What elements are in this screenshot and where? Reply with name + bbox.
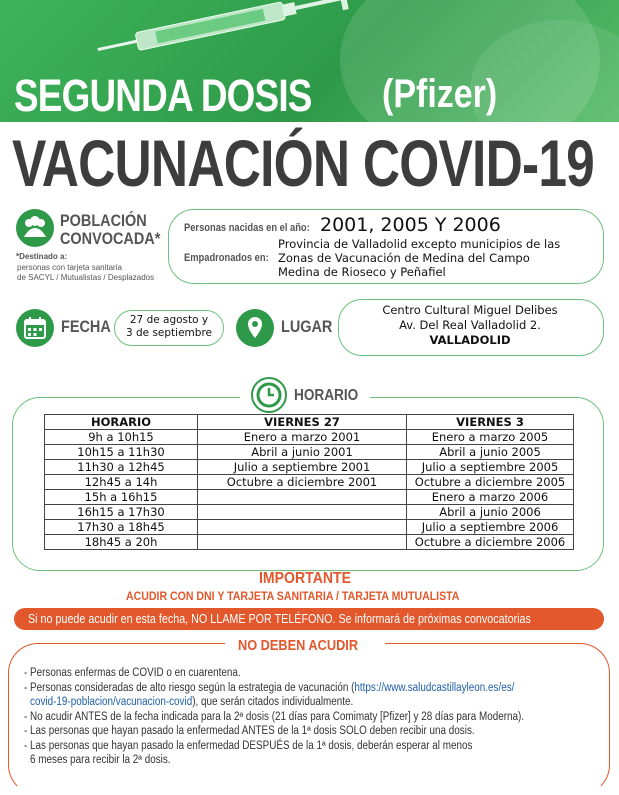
poblacion-label-line1: POBLACIÓN [60,211,147,230]
list-item: - Las personas que hayan pasado la enfermedad ANTES de la 1ª dosis SOLO deben recibir una dosis. [24,725,475,737]
cell-time: 11h30 a 12h45 [45,460,198,475]
lugar-line1: Centro Cultural Miguel Delibes [382,303,558,317]
calendar-icon [16,309,54,347]
page-title: VACUNACIÓN COVID-19 [12,126,595,200]
destinado-note: *Destinado a: [16,252,68,261]
location-pin-icon [236,309,274,347]
empadronados-line1: Provincia de Valladolid excepto municipios de las [278,237,561,251]
table-row [45,460,574,475]
cell-viernes-27: Abril a junio 2001 [198,445,407,460]
table-header-row [45,415,574,430]
col-header-viernes-27: VIERNES 27 [198,415,407,430]
table-row [45,475,574,490]
cell-viernes-3: Octubre a diciembre 2006 [407,535,574,550]
poblacion-label-line2: CONVOCADA* [60,229,161,248]
table-row [45,505,574,520]
list-item-text: ), que serán citados individualmente. [192,696,354,708]
fecha-line1: 27 de agosto y [129,314,209,326]
lugar-line2: Av. Del Real Valladolid 2. [399,318,541,332]
empadronados-line3: Medina de Rioseco y Peñafiel [278,265,446,279]
cell-time: 9h a 10h15 [45,430,198,445]
syringe-illustration [95,0,356,65]
cell-time: 10h15 a 11h30 [45,445,198,460]
warning-banner-text: Si no puede acudir en esta fecha, NO LLAME POR TELÉFONO. Se informará de próximas convocatorias [28,612,531,626]
vaccination-link[interactable]: https://www.saludcastillayleon.es/es/ [354,681,515,694]
lugar-line3: VALLADOLID [429,333,511,347]
list-item: 6 meses para recibir la 2ª dosis. [30,754,171,766]
warning-banner [14,608,604,630]
cell-time: 12h45 a 14h [45,475,198,490]
importante-subtitle: ACUDIR CON DNI Y TARJETA SANITARIA / TARJETA MUTUALISTA [126,589,460,603]
cell-viernes-27 [198,520,407,535]
cell-time: 16h15 a 17h30 [45,505,198,520]
cell-viernes-27 [198,490,407,505]
hero-banner [0,0,619,122]
cell-time: 17h30 a 18h45 [45,520,198,535]
lugar-label: LUGAR [281,317,333,336]
cell-viernes-3: Julio a septiembre 2006 [407,520,574,535]
destinado-note-line2: personas con tarjeta sanitaria [17,263,122,272]
table-row [45,430,574,445]
list-item [24,695,619,710]
cell-viernes-3: Abril a junio 2005 [407,445,574,460]
fecha-text [122,314,216,340]
table-row [45,535,574,550]
fecha-line2: 3 de septiembre [125,327,212,339]
cell-viernes-3: Octubre a diciembre 2005 [407,475,574,490]
vaccination-link-continued[interactable]: covid-19-poblacion/vacunacion-covid [30,696,193,708]
years-value: 2001, 2005 Y 2006 [320,214,501,236]
table-row [45,520,574,535]
cell-viernes-27 [198,535,407,550]
list-item: - Personas enfermas de COVID o en cuarentena. [24,667,241,679]
list-item-text: - Personas consideradas de alto riesgo según la estrategia de vacunación ( [24,681,355,694]
hero-title: SEGUNDA DOSIS [14,70,312,121]
fecha-label: FECHA [61,317,111,336]
nacidos-label: Personas nacidas en el año: [184,222,310,234]
horario-heading: HORARIO [294,387,359,404]
cell-viernes-27: Octubre a diciembre 2001 [198,475,407,490]
table-row [45,445,574,460]
table-row [45,490,574,505]
col-header-viernes-3: VIERNES 3 [407,415,574,430]
lugar-text [338,303,602,348]
cell-viernes-3: Abril a junio 2006 [407,505,574,520]
list-item [24,681,619,696]
cell-viernes-3: Julio a septiembre 2005 [407,460,574,475]
list-item: - No acudir ANTES de la fecha indicada para la 2ª dosis (21 días para Comimaty [Pfizer] y 28 días para Moderna). [24,710,525,723]
people-icon [16,209,54,247]
brand-label: (Pfizer) [382,72,498,116]
list-item: - Las personas que hayan pasado la enfermedad DESPUÉS de la 1ª dosis, deberán esperar al menos [24,739,473,752]
cell-viernes-27 [198,505,407,520]
no-deben-heading: NO DEBEN ACUDIR [238,638,359,654]
empadronados-line2: Zonas de Vacunación de Medina del Campo [278,251,530,265]
cell-viernes-3: Enero a marzo 2005 [407,430,574,445]
empadronados-text [278,237,560,279]
empadronados-label: Empadronados en: [184,252,269,264]
cell-time: 15h a 16h15 [45,490,198,505]
cell-time: 18h45 a 20h [45,535,198,550]
cell-viernes-3: Enero a marzo 2006 [407,490,574,505]
cell-viernes-27: Enero a marzo 2001 [198,430,407,445]
destinado-note-line3: de SACYL / Mutualistas / Desplazados [17,273,155,282]
cell-viernes-27: Julio a septiembre 2001 [198,460,407,475]
importante-heading: IMPORTANTE [259,570,352,587]
clock-icon [251,377,287,413]
col-header-horario: HORARIO [45,415,198,430]
no-deben-list [24,666,619,768]
schedule-table [44,414,574,550]
poblacion-label [60,212,160,248]
